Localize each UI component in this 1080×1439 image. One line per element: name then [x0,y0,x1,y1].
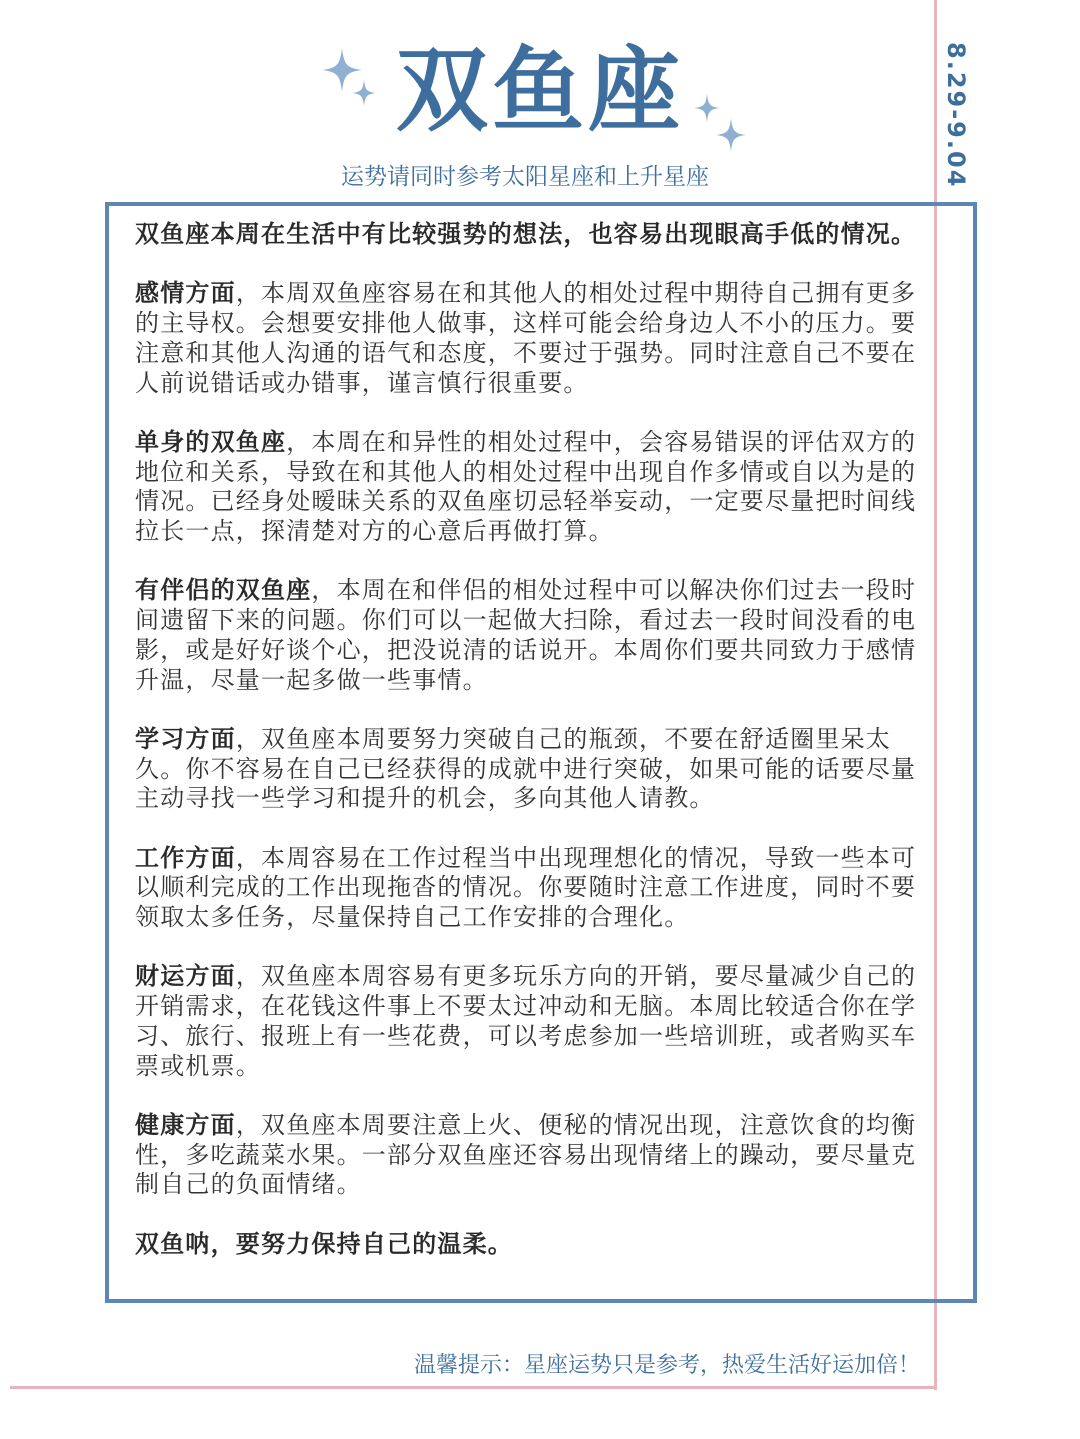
page-title: 双鱼座 [395,37,684,144]
section-text: ，双鱼座本周要努力突破自己的瓶颈，不要在舒适圈里呆太久。你不容易在自己已经获得的成就中进行突破，如果可能的话要尽量主动寻找一些学习和提升的机会，多向其他人请教。 [135,724,917,813]
section-work [135,844,925,933]
section-heading: 单身的双鱼座 [135,427,287,456]
pink-horizontal-line [10,1386,937,1389]
subtitle: 运势请同时参考太阳星座和上升星座 [341,164,709,190]
section-heading: 感情方面 [135,279,236,308]
section-love [135,279,925,398]
section-heading: 有伴侣的双鱼座 [135,576,312,605]
date-range: 8.29-9.04 [942,42,970,189]
footer-tip: 温馨提示：星座运势只是参考，热爱生活好运加倍！ [413,1353,920,1378]
section-heading: 学习方面 [135,724,236,753]
intro-paragraph [135,220,925,250]
horoscope-content [135,220,925,1289]
section-text: ，本周在和伴侣的相处过程中可以解决你们过去一段时间遗留下来的问题。你们可以一起做大扫除，看过去一段时间没看的电影，或是好好谈个心，把没说清的话说开。本周你们要共同致力于感情升温，尽量一起多做一些事情。 [135,576,917,694]
closing-paragraph [135,1230,925,1260]
section-text: ，双鱼座本周容易有更多玩乐方向的开销，要尽量减少自己的开销需求，在花钱这件事上不要太过冲动和无脑。本周比较适合你在学习、旅行、报班上有一些花费，可以考虑参加一些培训班，或者购买车票或机票。 [135,962,917,1080]
sparkle-icon [716,118,746,152]
section-text: ，本周容易在工作过程当中出现理想化的情况，导致一些本可以顺利完成的工作出现拖沓的情况。你要随时注意工作进度，同时不要领取太多任务，尽量保持自己工作安排的合理化。 [135,843,917,932]
section-heading: 财运方面 [135,962,236,991]
section-text: ，本周在和异性的相处过程中，会容易错误的评估双方的地位和关系，导致在和其他人的相处过程中出现自作多情或自以为是的情况。已经身处暧昧关系的双鱼座切忌轻举妄动，一定要尽量把时间线拉长一点，探清楚对方的心意后再做打算。 [135,427,917,545]
section-heading: 工作方面 [135,843,236,872]
section-text: ，本周双鱼座容易在和其他人的相处过程中期待自己拥有更多的主导权。会想要安排他人做事，这样可能会给身边人不小的压力。要注意和其他人沟通的语气和态度，不要过于强势。同时注意自己不要在人前说错话或办错事，谨言慎行很重要。 [135,279,917,397]
closing-text: 双鱼呐，要努力保持自己的温柔。 [135,1229,513,1258]
sparkle-icon [352,80,376,106]
section-single [135,428,925,547]
section-health [135,1111,925,1200]
intro-text: 双鱼座本周在生活中有比较强势的想法，也容易出现眼高手低的情况。 [135,220,917,248]
section-wealth [135,962,925,1081]
section-partnered [135,576,925,695]
section-text: ，双鱼座本周要注意上火、便秘的情况出现，注意饮食的均衡性，多吃蔬菜水果。一部分双鱼座还容易出现情绪上的躁动，要尽量克制自己的负面情绪。 [135,1110,917,1199]
section-heading: 健康方面 [135,1110,236,1139]
section-study [135,725,925,814]
